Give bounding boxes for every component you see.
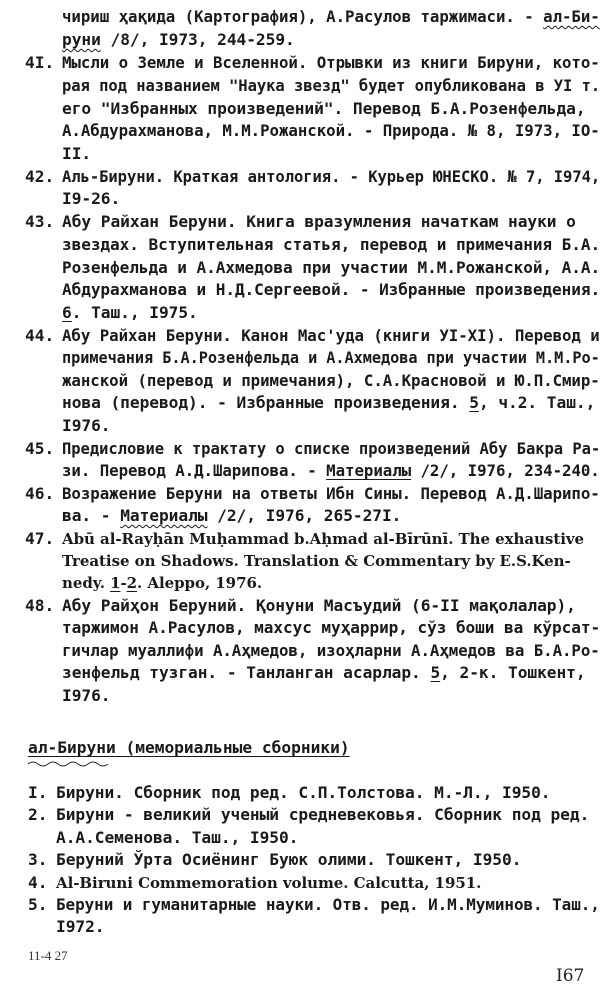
- entry-45-text: зи. Перевод А.Д.Шарипова. -: [62, 461, 327, 480]
- journal-title-wavy: Материалы: [120, 506, 208, 525]
- entry-44-text: нова (перевод). - Избранные произведения.: [62, 393, 470, 412]
- section-item-number: 5.: [28, 895, 48, 914]
- entry-43-line-2: звездах. Вступительная статья, перевод и примечания Б.А.: [62, 235, 601, 254]
- entry-number: 47.: [25, 529, 55, 548]
- entry-41-line-3: его "Избранных произведений". Перевод Б.А.Розенфельда,: [62, 99, 586, 118]
- section-title: ал-Бируни (мемориальные сборники): [28, 738, 350, 757]
- section-item-number: 3.: [28, 850, 48, 869]
- entry-48-line-1: Абу Райҳон Беруний. Қонуни Масъудий (6-II мақолалар),: [62, 596, 576, 615]
- entry-42-line-2: I9-26.: [62, 189, 121, 208]
- entry-45-text: /2/, I976, 234-240.: [411, 461, 600, 480]
- entry-47-text: -: [120, 574, 127, 592]
- section-item-5-line-1: Беруни и гуманитарные науки. Отв. ред. И.М.Муминов. Таш.,: [56, 895, 600, 914]
- entry-47-text: nedy.: [62, 574, 111, 592]
- entry-48-line-5: I976.: [62, 686, 111, 705]
- entry-number: 43.: [25, 212, 55, 231]
- entry-number: 4I.: [25, 53, 55, 72]
- entry-47-line-2: Treatise on Shadows. Translation & Commentary by E.S.Ken-: [62, 552, 571, 570]
- entry-46-line-1: Возражение Беруни на ответы Ибн Сины. Перевод А.Д.Шарипо-: [62, 484, 600, 503]
- entry-44-text: , ч.2. Таш.,: [478, 393, 596, 412]
- section-item-5-line-2: I972.: [56, 917, 105, 936]
- entry-number: 45.: [25, 439, 55, 458]
- entry-43-text: . Таш., I975.: [71, 303, 198, 322]
- section-item-4-line-1: Al-Biruni Commemoration volume. Calcutta, 1951.: [56, 874, 482, 892]
- entry-44-line-1: Абу Райхан Беруни. Канон Мас'уда (книги УI-XI). Перевод и: [62, 326, 600, 345]
- footer-print-code: 11-4 27: [28, 948, 68, 963]
- wavy-underline-mark: [28, 760, 112, 768]
- entry-43-line-3: Розенфельда и А.Ахмедова при участии М.М.Рожанской, А.А.: [62, 258, 601, 277]
- entry-46-line-2: [62, 506, 401, 526]
- entry-number: 44.: [25, 326, 55, 345]
- entry-43-line-1: Абу Райхан Беруни. Книга вразумления начаткам науки о: [62, 212, 576, 231]
- entry-48-text: зенфельд тузган. - Танланган асарлар.: [62, 663, 431, 682]
- entry-41-line-2: рая под названием "Наука звезд" будет опубликована в УI т.: [62, 76, 601, 95]
- entry-40-continued-line-1: [62, 7, 600, 27]
- volume-number: 5: [469, 393, 479, 412]
- entry-47-line-1: Abū al-Rayḥān Muḥammad b.Aḥmad al-Bīrūnī. The exhaustive: [62, 530, 585, 548]
- entry-42-line-1: Аль-Бируни. Краткая антология. - Курьер ЮНЕСКО. № 7, I974,: [62, 167, 601, 186]
- entry-41-line-5: II.: [62, 144, 92, 163]
- journal-title-wavy: ал-Би-: [543, 7, 600, 26]
- section-item-number: 4.: [28, 873, 48, 892]
- volume-number: 5: [430, 663, 441, 682]
- entry-number: 48.: [25, 596, 55, 615]
- section-item-number: 2.: [28, 805, 48, 824]
- page-number: I67: [556, 966, 585, 986]
- section-item-2-line-1: Бируни - великий ученый средневековья. Сборник под ред.: [56, 805, 590, 824]
- section-item-1-line-1: Бируни. Сборник под ред. С.П.Толстова. М.-Л., I950.: [56, 783, 551, 802]
- entry-41-line-4: А.Абдурахманова, М.М.Рожанской. - Природа. № 8, I973, IO-: [62, 121, 600, 140]
- entry-40-continued-line-2: [62, 30, 295, 50]
- entry-40-text: /8/, I973, 244-259.: [100, 30, 295, 49]
- section-item-3-line-1: Беруний Ўрта Осиёнинг Буюк олими. Тошкент, I950.: [56, 850, 522, 869]
- entry-46-text: ва. -: [62, 506, 121, 525]
- entry-44-line-4: [62, 393, 595, 413]
- volume-number: 1: [110, 574, 121, 592]
- entry-48-line-2: таржимон А.Расулов, махсус муҳаррир, сўз боши ва кўрсат-: [62, 618, 601, 637]
- entry-44-line-3: жанской (перевод и примечания), С.А.Красновой и Ю.П.Смир-: [62, 371, 600, 390]
- volume-number: 2: [126, 574, 138, 592]
- entry-43-line-4: Абдурахманова и Н.Д.Сергеевой. - Избранные произведения.: [62, 280, 601, 299]
- entry-45-line-2: [62, 461, 600, 481]
- entry-number: 46.: [25, 484, 55, 503]
- section-item-2-line-2: А.А.Семенова. Таш., I950.: [56, 828, 299, 847]
- volume-number: 6: [62, 303, 72, 322]
- entry-48-text: , 2-к. Тошкент,: [440, 663, 586, 682]
- section-item-number: I.: [28, 783, 48, 802]
- journal-title-wavy: руни: [62, 30, 101, 49]
- entry-47-text: . Aleppo, 1976.: [137, 574, 263, 592]
- entry-41-line-1: Мысли о Земле и Вселенной. Отрывки из книги Бируни, кото-: [62, 53, 600, 72]
- entry-46-text: /2/, I976, 265-27I.: [207, 506, 402, 525]
- entry-44-line-2: примечания Б.А.Розенфельда и А.Ахмедова при участии М.М.Ро-: [62, 348, 600, 367]
- entry-45-line-1: Предисловие к трактату о списке произведений Абу Бакра Ра-: [62, 439, 601, 458]
- journal-title: Материалы: [326, 461, 412, 480]
- entry-number: 42.: [25, 167, 55, 186]
- entry-48-line-3: гичлар муаллифи А.Аҳмедов, изоҳларни А.Аҳмедов ва Б.А.Ро-: [62, 641, 600, 660]
- entry-43-line-5: [62, 303, 198, 323]
- entry-48-line-4: [62, 663, 586, 683]
- entry-47-line-3: [62, 573, 262, 593]
- entry-44-line-5: I976.: [62, 416, 111, 435]
- entry-40-text: чириш ҳақида (Картография), А.Расулов таржимаси. -: [62, 7, 544, 26]
